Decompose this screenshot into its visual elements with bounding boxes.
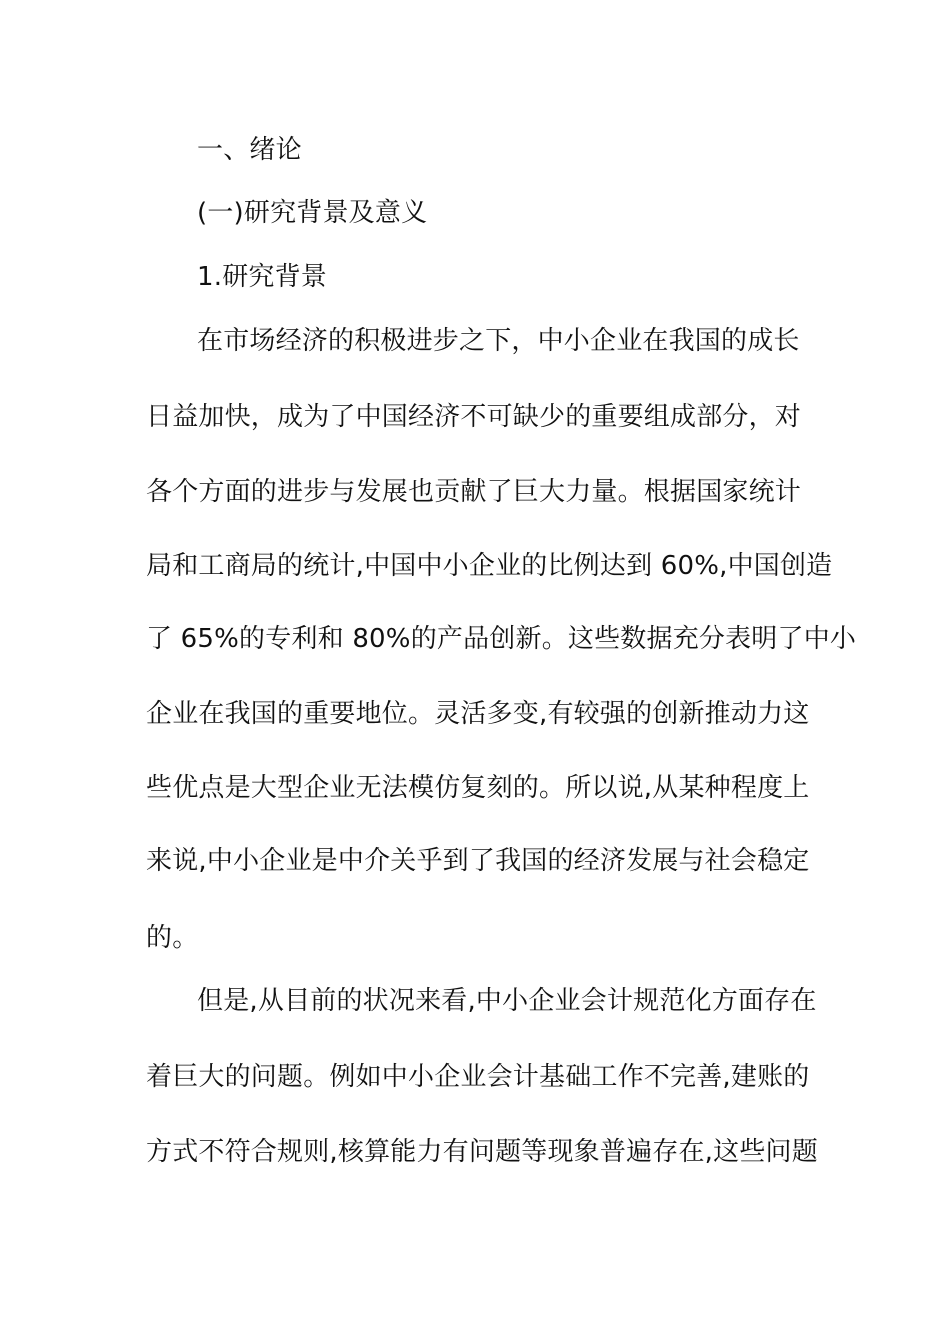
paragraph-2-line-2: 着巨大的问题。例如中小企业会计基础工作不完善,建账的 — [146, 1062, 810, 1092]
paragraph-1-line-1: 在市场经济的积极进步之下，中小企业在我国的成长 — [197, 326, 800, 356]
paragraph-1-line-3: 各个方面的进步与发展也贡献了巨大力量。根据国家统计 — [146, 477, 802, 507]
paragraph-2-line-3: 方式不符合规则,核算能力有问题等现象普遍存在,这些问题 — [146, 1137, 818, 1167]
paragraph-1-line-2: 日益加快，成为了中国经济不可缺少的重要组成部分，对 — [146, 402, 802, 432]
paragraph-1-line-6: 企业在我国的重要地位。灵活多变,有较强的创新推动力这 — [146, 699, 810, 729]
paragraph-1-line-9: 的。 — [146, 923, 199, 953]
paragraph-1-line-4: 局和工商局的统计,中国中小企业的比例达到 60%,中国创造 — [146, 551, 833, 581]
paragraph-1-line-7: 些优点是大型企业无法模仿复刻的。所以说,从某种程度上 — [146, 773, 810, 803]
section-heading: 一、绪论 — [197, 135, 302, 165]
subsection-heading: (一)研究背景及意义 — [197, 198, 428, 228]
sub-subsection-heading: 1.研究背景 — [197, 262, 328, 292]
paragraph-1-line-8: 来说,中小企业是中介关乎到了我国的经济发展与社会稳定 — [146, 846, 810, 876]
paragraph-2-line-1: 但是,从目前的状况来看,中小企业会计规范化方面存在 — [197, 986, 817, 1016]
paragraph-1-line-5: 了 65%的专利和 80%的产品创新。这些数据充分表明了中小 — [146, 624, 857, 654]
